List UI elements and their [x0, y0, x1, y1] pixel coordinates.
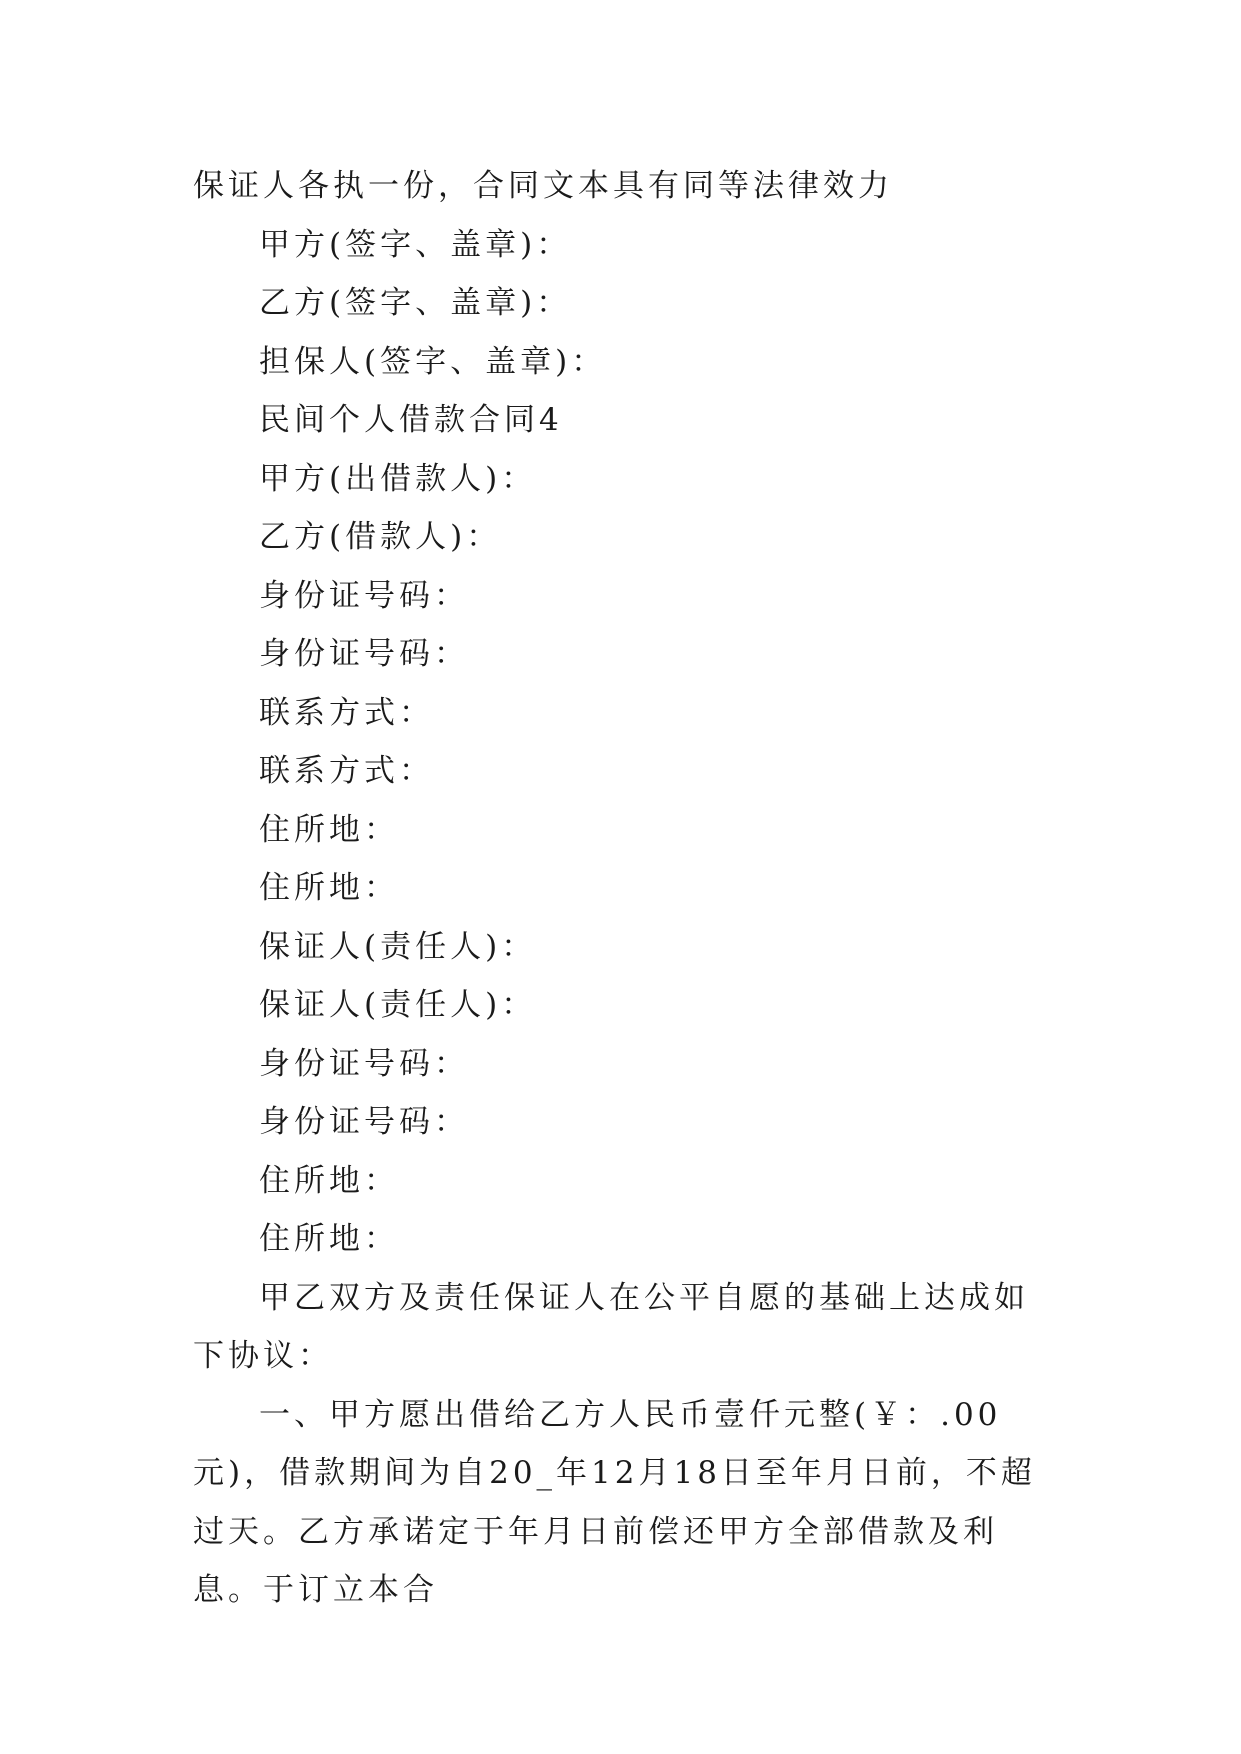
text-line: 保证人(责任人)： — [259, 987, 537, 1023]
text-line: 身份证号码： — [259, 577, 469, 614]
agreement-intro-paragraph: 甲乙双方及责任保证人在公平自愿的基础上达成如下协议： — [193, 1279, 1029, 1374]
text-line: 住所地： — [259, 811, 399, 848]
document-body — [193, 157, 1055, 1620]
text-line: 甲方(出借款人)： — [259, 460, 537, 497]
text-line: 住所地： — [259, 1221, 399, 1257]
text-line: 乙方(签字、盖章)： — [259, 285, 572, 321]
section-title: 民间个人借款合同4 — [259, 402, 563, 438]
text-line: 住所地： — [259, 870, 399, 906]
text-line: 保证人各执一份，合同文本具有同等法律效力 — [193, 168, 893, 204]
text-line: 身份证号码： — [259, 636, 469, 672]
text-line: 担保人(签字、盖章)： — [259, 343, 607, 380]
text-line: 乙方(借款人)： — [259, 519, 502, 555]
loan-terms-paragraph: 一、甲方愿出借给乙方人民币壹仟元整(￥：.00元)，借款期间为自20_年12月18日至年月日前，不超过天。乙方承诺定于年月日前偿还甲方全部借款及利息。于订立本合 — [193, 1396, 1036, 1608]
text-line: 身份证号码： — [259, 1045, 469, 1082]
text-line: 联系方式： — [259, 753, 434, 789]
text-line: 联系方式： — [259, 694, 434, 731]
text-line: 住所地： — [259, 1162, 399, 1199]
text-line: 身份证号码： — [259, 1104, 469, 1140]
text-line: 甲方(签字、盖章)： — [259, 226, 572, 263]
text-line: 保证人(责任人)： — [259, 928, 537, 965]
